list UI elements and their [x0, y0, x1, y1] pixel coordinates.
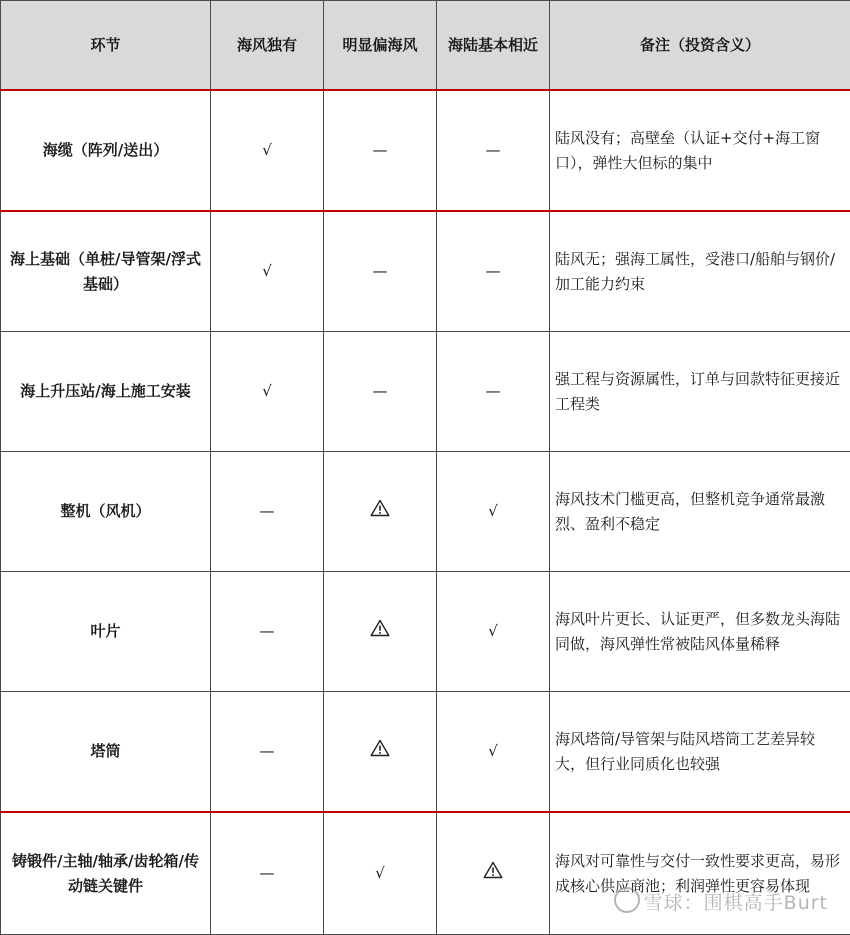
- segment-name: 海上基础（单桩/导管架/浮式基础）: [1, 211, 211, 332]
- mark-cell: —: [324, 211, 437, 332]
- header-segment: 环节: [1, 1, 211, 91]
- table-row: [1, 812, 850, 935]
- segment-name: 叶片: [1, 572, 211, 692]
- table-row: [1, 572, 850, 692]
- mark-cell: √: [211, 90, 324, 211]
- segment-name: 塔筒: [1, 692, 211, 813]
- mark-cell: √: [211, 332, 324, 452]
- note-cell: 海风塔筒/导管架与陆风塔筒工艺差异较大，但行业同质化也较强: [550, 692, 850, 813]
- header-notes: 备注（投资含义）: [550, 1, 850, 91]
- note-cell: 陆风无；强海工属性，受港口/船舶与钢价/加工能力约束: [550, 211, 850, 332]
- warning-icon: [370, 499, 390, 525]
- segment-name: 海上升压站/海上施工安装: [1, 332, 211, 452]
- table-row: [1, 452, 850, 572]
- note-cell: 海风叶片更长、认证更严，但多数龙头海陆同做，海风弹性常被陆风体量稀释: [550, 572, 850, 692]
- mark-cell: √: [437, 572, 550, 692]
- table-row: [1, 692, 850, 813]
- mark-cell: [324, 452, 437, 572]
- mark-cell: [324, 692, 437, 813]
- header-similar: 海陆基本相近: [437, 1, 550, 91]
- segment-name: 整机（风机）: [1, 452, 211, 572]
- mark-cell: √: [211, 211, 324, 332]
- note-cell: 海风对可靠性与交付一致性要求更高，易形成核心供应商池；利润弹性更容易体现: [550, 812, 850, 935]
- watermark-text: 雪球：围棋高手Burt: [644, 892, 828, 914]
- warning-icon: [370, 619, 390, 645]
- watermark: [614, 887, 828, 915]
- mark-cell: —: [437, 211, 550, 332]
- mark-cell: —: [211, 572, 324, 692]
- mark-cell: —: [211, 452, 324, 572]
- mark-cell: —: [437, 332, 550, 452]
- mark-cell: √: [437, 692, 550, 813]
- note-cell: 陆风没有；高壁垒（认证+交付+海工窗口），弹性大但标的集中: [550, 90, 850, 211]
- warning-icon: [370, 739, 390, 765]
- header-row: [1, 1, 850, 91]
- warning-icon: [483, 861, 503, 887]
- segment-name: 海缆（阵列/送出）: [1, 90, 211, 211]
- mark-cell: [437, 812, 550, 935]
- snowball-logo-icon: [614, 887, 640, 913]
- mark-cell: —: [211, 812, 324, 935]
- header-offshore-leaning: 明显偏海风: [324, 1, 437, 91]
- header-offshore-only: 海风独有: [211, 1, 324, 91]
- note-cell: 海风技术门槛更高，但整机竞争通常最激烈、盈利不稳定: [550, 452, 850, 572]
- mark-cell: —: [324, 90, 437, 211]
- table-row: [1, 211, 850, 332]
- mark-cell: √: [324, 812, 437, 935]
- table-row: [1, 332, 850, 452]
- note-cell: 强工程与资源属性，订单与回款特征更接近工程类: [550, 332, 850, 452]
- mark-cell: [324, 572, 437, 692]
- table-row: [1, 90, 850, 211]
- mark-cell: —: [437, 90, 550, 211]
- segment-name: 铸锻件/主轴/轴承/齿轮箱/传动链关键件: [1, 812, 211, 935]
- mark-cell: —: [211, 692, 324, 813]
- mark-cell: √: [437, 452, 550, 572]
- mark-cell: —: [324, 332, 437, 452]
